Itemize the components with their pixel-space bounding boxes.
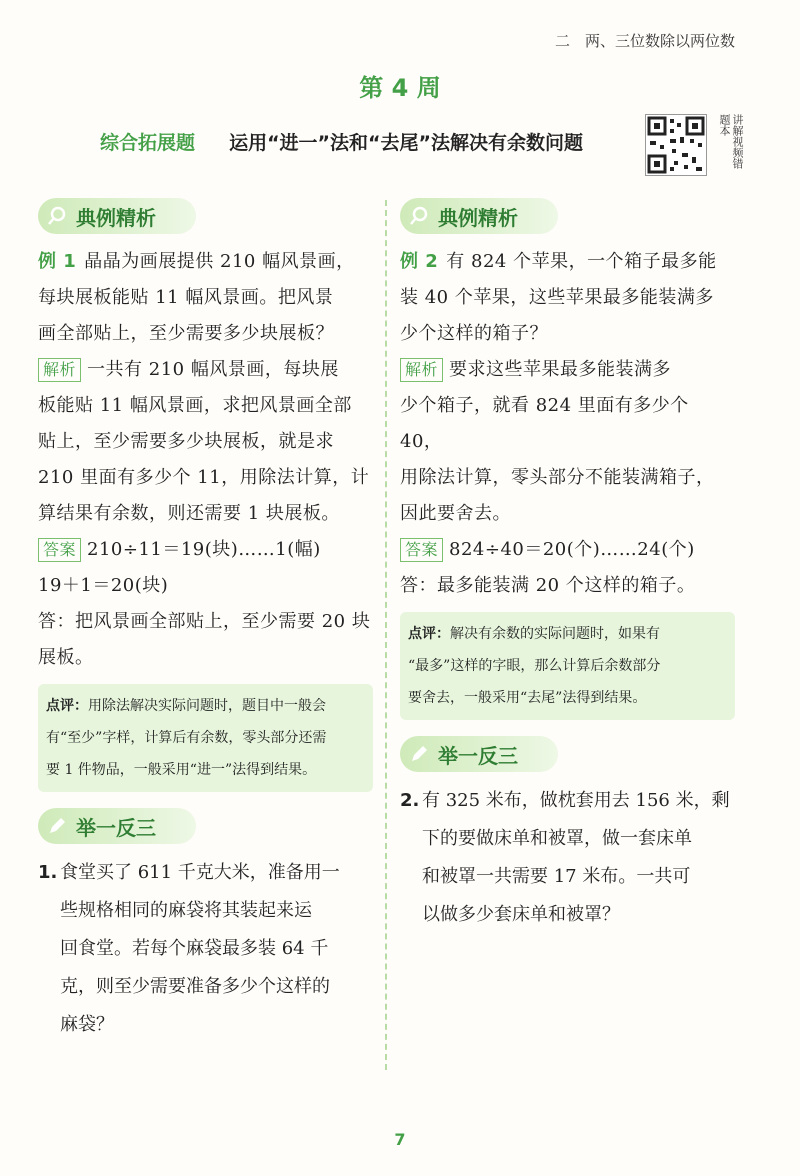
comment-line: “最多”这样的字眼，那么计算后余数部分 bbox=[408, 658, 661, 674]
qr-label: 讲解视频错题本 bbox=[718, 114, 744, 169]
question-line: 克，则至少需要准备多少个这样的 bbox=[60, 976, 330, 997]
pencil-icon bbox=[408, 743, 430, 765]
answer-line: 824÷40＝20(个)……24(个) bbox=[449, 539, 695, 560]
example-1 bbox=[38, 244, 373, 676]
subtitle-category: 综合拓展题 bbox=[100, 132, 196, 154]
answer-line: 答：把风景画全部贴上，至少需要 20 块 bbox=[38, 611, 371, 632]
question-line: 回食堂。若每个麻袋最多装 64 千 bbox=[60, 938, 329, 959]
question-number: 1. bbox=[38, 862, 58, 883]
subtitle-topic: 运用“进一”法和“去尾”法解决有余数问题 bbox=[229, 132, 584, 154]
left-column bbox=[38, 198, 373, 1044]
page-number: 7 bbox=[394, 1130, 406, 1149]
pencil-icon bbox=[46, 815, 68, 837]
section-title: 举一反三 bbox=[76, 815, 156, 840]
search-icon bbox=[408, 205, 430, 227]
example-line: 有 824 个苹果，一个箱子最多能 bbox=[446, 251, 717, 272]
comment-label: 点评： bbox=[46, 698, 88, 714]
comment-line: 要 1 件物品，一般采用“进一”法得到结果。 bbox=[46, 762, 317, 778]
question-line: 麻袋？ bbox=[60, 1014, 114, 1035]
question-2 bbox=[400, 782, 735, 934]
analysis-line: 要求这些苹果最多能装满多 bbox=[449, 359, 672, 380]
section-examples-right bbox=[400, 198, 558, 234]
analysis-line: 板能贴 11 幅风景画，求把风景画全部 bbox=[38, 395, 352, 416]
question-line: 下的要做床单和被罩，做一套床单 bbox=[422, 828, 692, 849]
question-line: 些规格相同的麻袋将其装起来运 bbox=[60, 900, 312, 921]
analysis-line: 一共有 210 幅风景画，每块展 bbox=[87, 359, 339, 380]
comment-box bbox=[38, 684, 373, 792]
answer-line: 答：最多能装满 20 个这样的箱子。 bbox=[400, 575, 696, 596]
example-line: 画全部贴上，至少需要多少块展板？ bbox=[38, 323, 334, 344]
section-practice-left bbox=[38, 808, 196, 844]
example-2 bbox=[400, 244, 735, 604]
section-title: 典例精析 bbox=[438, 205, 518, 230]
answer-line: 210÷11＝19(块)……1(幅) bbox=[87, 539, 321, 560]
example-label: 例 1 bbox=[38, 251, 77, 272]
analysis-tag: 解析 bbox=[400, 358, 443, 382]
answer-line: 展板。 bbox=[38, 647, 94, 668]
question-line: 以做多少套床单和被罩？ bbox=[422, 904, 620, 925]
comment-line: 解决有余数的实际问题时，如果有 bbox=[450, 626, 660, 642]
analysis-tag: 解析 bbox=[38, 358, 81, 382]
answer-tag: 答案 bbox=[400, 538, 443, 562]
example-label: 例 2 bbox=[400, 251, 439, 272]
answer-line: 19＋1＝20(块) bbox=[38, 575, 169, 596]
question-line: 有 325 米布，做枕套用去 156 米，剩 bbox=[422, 790, 730, 811]
analysis-line: 210 里面有多少个 11，用除法计算，计 bbox=[38, 467, 370, 488]
example-line: 每块展板能贴 11 幅风景画。把风景 bbox=[38, 287, 334, 308]
column-divider bbox=[385, 200, 387, 1070]
question-line: 和被罩一共需要 17 米布。一共可 bbox=[422, 866, 691, 887]
chapter-header: 二 两、三位数除以两位数 bbox=[554, 32, 735, 50]
comment-box bbox=[400, 612, 735, 720]
example-line: 晶晶为画展提供 210 幅风景画， bbox=[84, 251, 355, 272]
analysis-line: 因此要舍去。 bbox=[400, 503, 511, 524]
question-1 bbox=[38, 854, 373, 1044]
analysis-line: 贴上，至少需要多少块展板，就是求 bbox=[38, 431, 334, 452]
example-line: 少个这样的箱子？ bbox=[400, 323, 548, 344]
comment-line: 要舍去，一般采用“去尾”法得到结果。 bbox=[408, 690, 647, 706]
comment-line: 用除法解决实际问题时，题目中一般会 bbox=[88, 698, 326, 714]
comment-label: 点评： bbox=[408, 626, 450, 642]
example-line: 装 40 个苹果，这些苹果最多能装满多 bbox=[400, 287, 714, 308]
analysis-line: 用除法计算，零头部分不能装满箱子， bbox=[400, 467, 715, 488]
answer-tag: 答案 bbox=[38, 538, 81, 562]
right-column bbox=[400, 198, 735, 934]
question-line: 食堂买了 611 千克大米，准备用一 bbox=[60, 862, 340, 883]
section-examples-left bbox=[38, 198, 196, 234]
question-number: 2. bbox=[400, 790, 420, 811]
week-title: 第 4 周 bbox=[359, 74, 441, 102]
analysis-line: 少个箱子，就看 824 里面有多少个 40， bbox=[400, 395, 689, 452]
comment-line: 有“至少”字样，计算后有余数，零头部分还需 bbox=[46, 730, 327, 746]
search-icon bbox=[46, 205, 68, 227]
subtitle bbox=[100, 128, 583, 155]
section-practice-right bbox=[400, 736, 558, 772]
qr-code-icon[interactable] bbox=[645, 114, 707, 176]
section-title: 举一反三 bbox=[438, 743, 518, 768]
analysis-line: 算结果有余数，则还需要 1 块展板。 bbox=[38, 503, 340, 524]
section-title: 典例精析 bbox=[76, 205, 156, 230]
